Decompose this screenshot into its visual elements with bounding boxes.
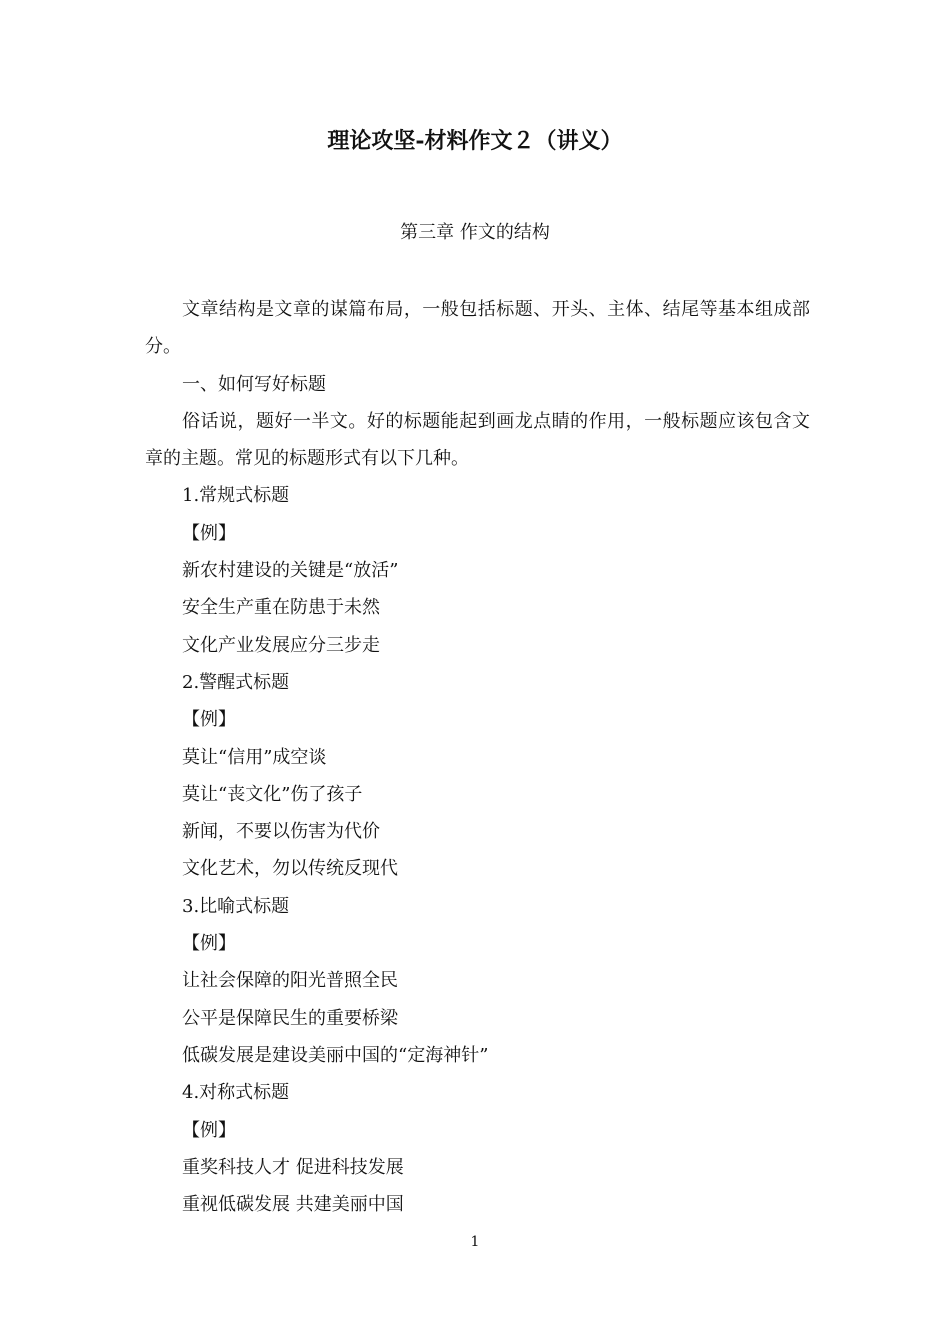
example-item: 文化艺术，勿以传统反现代: [182, 858, 398, 880]
chapter-title: 第三章 作文的结构: [400, 222, 550, 243]
example-item: 低碳发展是建设美丽中国的“定海神针”: [182, 1044, 489, 1066]
example-item: 莫让“信用”成空谈: [182, 746, 327, 768]
example-item: 让社会保障的阳光普照全民: [182, 970, 398, 992]
type-heading-metaphor: 3.比喻式标题: [182, 895, 290, 917]
example-label: 【例】: [182, 522, 236, 544]
example-item: 公平是保障民生的重要桥梁: [182, 1007, 398, 1029]
type-heading-conventional: 1.常规式标题: [182, 485, 290, 507]
example-item: 重奖科技人才 促进科技发展: [182, 1156, 404, 1178]
example-item: 文化产业发展应分三步走: [182, 634, 380, 656]
example-item: 莫让“丧文化”伤了孩子: [182, 783, 363, 805]
example-label: 【例】: [182, 709, 236, 731]
section-intro-paragraph: 俗话说，题好一半文。好的标题能起到画龙点睛的作用，一般标题应该包含文章的主题。常见的标题形式有以下几种。: [145, 410, 810, 470]
document-title: 理论攻坚-材料作文２（讲义）: [327, 128, 623, 154]
document-body: [145, 291, 810, 1223]
type-heading-warning: 2.警醒式标题: [182, 671, 290, 693]
example-label: 【例】: [182, 1119, 236, 1141]
type-heading-symmetric: 4.对称式标题: [182, 1082, 290, 1104]
intro-paragraph: 文章结构是文章的谋篇布局，一般包括标题、开头、主体、结尾等基本组成部分。: [145, 299, 810, 358]
example-item: 新农村建设的关键是“放活”: [182, 560, 399, 582]
example-item: 重视低碳发展 共建美丽中国: [182, 1194, 404, 1216]
page-number: 1: [470, 1234, 480, 1250]
example-label: 【例】: [182, 933, 236, 955]
section-heading: 一、如何写好标题: [182, 373, 326, 395]
example-item: 新闻，不要以伤害为代价: [182, 821, 380, 843]
example-item: 安全生产重在防患于未然: [182, 597, 380, 619]
